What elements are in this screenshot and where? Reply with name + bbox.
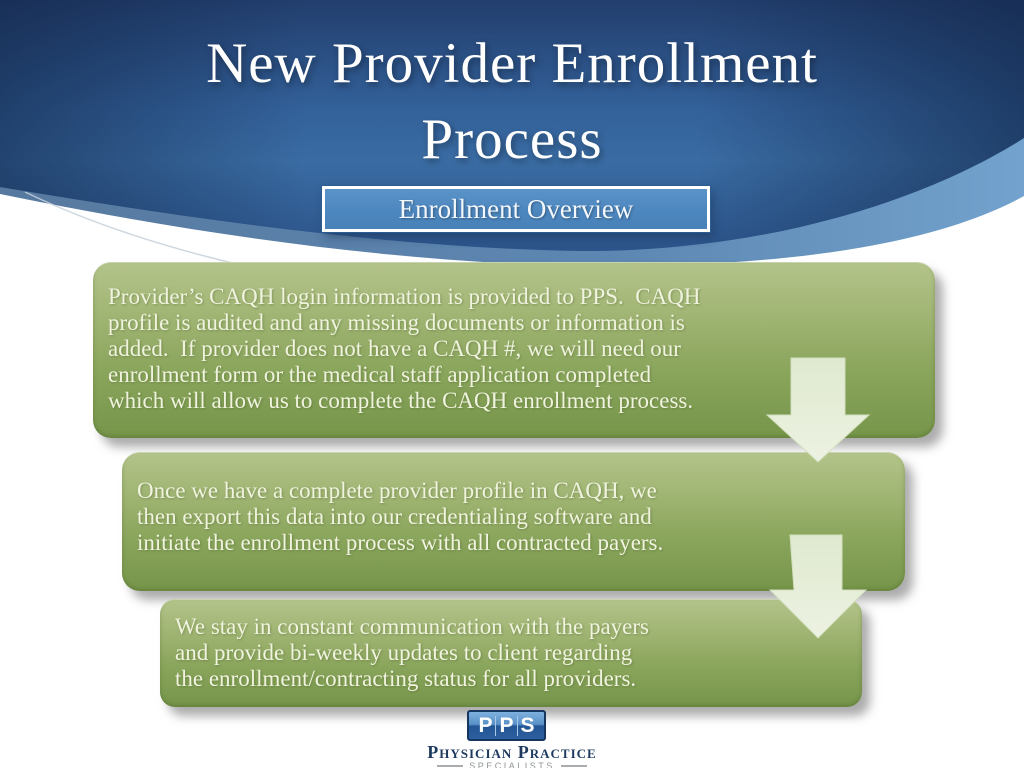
slide-title-line1: New Provider Enrollment — [206, 32, 818, 95]
pps-badge-letter-1: P — [478, 714, 493, 737]
step-1-line-3: added. If provider does not have a CAQH #, we will need our — [108, 336, 681, 361]
tagline-right-rule — [561, 765, 587, 767]
logo-company-name: Physician Practice — [427, 742, 597, 762]
pps-badge-divider — [495, 716, 496, 736]
step-1-line-5: which will allow us to complete the CAQH enrollment process. — [108, 388, 694, 413]
step-3-text — [175, 614, 649, 692]
slide-title — [0, 26, 1024, 178]
step-3-line-3: the enrollment/contracting status for all providers. — [175, 666, 637, 691]
step-1-text — [108, 284, 700, 414]
pps-badge-divider — [517, 716, 518, 736]
step-2-line-2: then export this data into our credentialing software and — [137, 504, 652, 529]
enrollment-overview-banner — [322, 186, 710, 232]
step-2-line-1: Once we have a complete provider profile in CAQH, we — [137, 478, 657, 503]
step-3-line-1: We stay in constant communication with the payers — [175, 614, 650, 639]
step-1-line-1: Provider’s CAQH login information is provided to PPS. CAQH — [108, 284, 701, 309]
down-arrow-2-icon — [762, 527, 874, 642]
enrollment-overview-label: Enrollment Overview — [398, 193, 634, 224]
logo-tagline — [362, 761, 662, 768]
tagline-text: SPECIALISTS — [469, 761, 555, 768]
pps-badge — [467, 710, 546, 741]
step-1-line-2: profile is audited and any missing documents or information is — [108, 310, 685, 335]
tagline-left-rule — [437, 765, 463, 767]
slide-title-line2: Process — [421, 108, 603, 171]
pps-badge-letter-3: S — [520, 714, 535, 737]
down-arrow-1-icon — [760, 350, 875, 468]
pps-badge-letter-2: P — [499, 714, 514, 737]
step-box-3 — [160, 599, 862, 707]
step-1-line-4: enrollment form or the medical staff application completed — [108, 362, 652, 387]
step-2-line-3: initiate the enrollment process with all contracted payers. — [137, 530, 664, 555]
step-3-line-2: and provide bi-weekly updates to client regarding — [175, 640, 633, 665]
step-2-text — [137, 478, 663, 556]
